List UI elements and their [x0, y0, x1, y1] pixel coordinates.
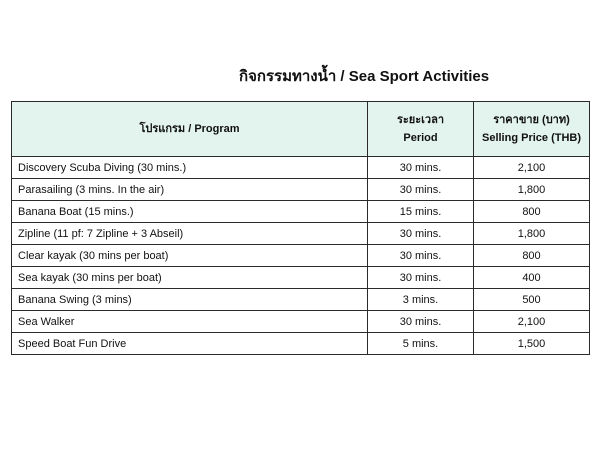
- cell-price: 500: [474, 289, 590, 311]
- cell-period: 15 mins.: [368, 201, 474, 223]
- cell-period: 30 mins.: [368, 267, 474, 289]
- cell-price: 1,800: [474, 223, 590, 245]
- cell-period: 30 mins.: [368, 157, 474, 179]
- cell-program: Discovery Scuba Diving (30 mins.): [12, 157, 368, 179]
- table-row: [12, 333, 590, 355]
- cell-period: 30 mins.: [368, 311, 474, 333]
- table-row: [12, 179, 590, 201]
- cell-price: 2,100: [474, 157, 590, 179]
- header-program-label: โปรแกรม / Program: [139, 123, 240, 135]
- table-row: [12, 223, 590, 245]
- header-row: [12, 102, 590, 157]
- cell-period: 30 mins.: [368, 223, 474, 245]
- cell-program: Zipline (11 pf: 7 Zipline + 3 Abseil): [12, 223, 368, 245]
- cell-program: Banana Swing (3 mins): [12, 289, 368, 311]
- table-row: [12, 289, 590, 311]
- cell-program: Parasailing (3 mins. In the air): [12, 179, 368, 201]
- cell-price: 1,500: [474, 333, 590, 355]
- cell-price: 1,800: [474, 179, 590, 201]
- page-title: กิจกรรมทางน้ำ / Sea Sport Activities: [239, 68, 490, 85]
- cell-program: Banana Boat (15 mins.): [12, 201, 368, 223]
- cell-price: 2,100: [474, 311, 590, 333]
- cell-period: 30 mins.: [368, 245, 474, 267]
- table-row: [12, 245, 590, 267]
- header-price-thai: ราคาขาย (บาท): [493, 114, 570, 126]
- header-period-english: Period: [403, 132, 438, 144]
- table-row: [12, 157, 590, 179]
- table-body: [12, 157, 590, 355]
- cell-period: 30 mins.: [368, 179, 474, 201]
- header-period: [368, 102, 474, 157]
- cell-program: Speed Boat Fun Drive: [12, 333, 368, 355]
- cell-period: 5 mins.: [368, 333, 474, 355]
- price-table: [11, 101, 590, 355]
- table-row: [12, 267, 590, 289]
- table-header: [12, 102, 590, 157]
- table-row: [12, 311, 590, 333]
- header-program: [12, 102, 368, 157]
- cell-program: Clear kayak (30 mins per boat): [12, 245, 368, 267]
- cell-program: Sea Walker: [12, 311, 368, 333]
- cell-price: 400: [474, 267, 590, 289]
- cell-program: Sea kayak (30 mins per boat): [12, 267, 368, 289]
- cell-price: 800: [474, 245, 590, 267]
- cell-price: 800: [474, 201, 590, 223]
- table-row: [12, 201, 590, 223]
- header-price: [474, 102, 590, 157]
- header-period-thai: ระยะเวลา: [396, 114, 445, 126]
- header-price-english: Selling Price (THB): [481, 132, 582, 144]
- cell-period: 3 mins.: [368, 289, 474, 311]
